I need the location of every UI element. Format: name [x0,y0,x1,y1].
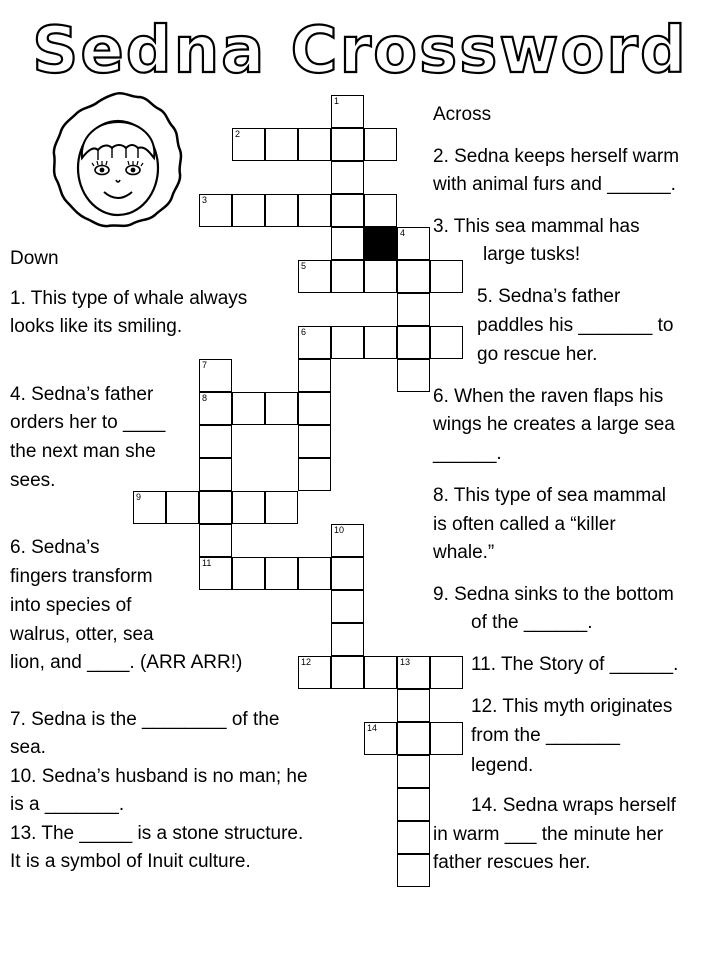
grid-cell[interactable] [397,821,430,854]
grid-cell[interactable] [397,689,430,722]
grid-cell[interactable] [298,557,331,590]
grid-cell[interactable] [199,491,232,524]
clue-across-8-line-1: 8. This type of sea mammal [433,485,667,506]
clue-down-4-line-4: sees. [10,470,56,491]
grid-cell[interactable] [331,95,364,128]
grid-cell[interactable] [397,656,430,689]
grid-cell[interactable] [364,128,397,161]
grid-cell[interactable] [331,326,364,359]
clue-down-13-line-2: It is a symbol of Inuit culture. [10,851,251,872]
grid-cell[interactable] [331,260,364,293]
grid-cell[interactable] [298,392,331,425]
clue-down-1-line-2: looks like its smiling. [10,316,183,337]
clue-down-7-line-2: sea. [10,737,46,758]
cell-number: 14 [367,723,378,733]
clue-across-9-line-2: of the ______. [471,612,593,633]
cell-number: 3 [202,195,208,205]
clue-down-6-line-2: fingers transform [10,566,153,587]
grid-cell[interactable] [199,557,232,590]
grid-cell[interactable] [166,491,199,524]
clue-across-5-line-1: 5. Sedna’s father [477,286,621,307]
grid-cell[interactable] [199,359,232,392]
grid-cell[interactable] [364,656,397,689]
cell-number: 6 [301,327,307,337]
clue-across-11-line-1: 11. The Story of ______. [471,654,679,675]
clue-across-14-line-1: 14. Sedna wraps herself [471,795,676,816]
clue-across-12-line-1: 12. This myth originates [471,696,673,717]
cell-number: 10 [334,525,345,535]
grid-cell[interactable] [232,392,265,425]
clue-down-6-line-3: into species of [10,595,132,616]
grid-cell[interactable] [298,260,331,293]
clue-down-13-line-1: 13. The _____ is a stone structure. [10,823,304,844]
grid-cell[interactable] [265,194,298,227]
grid-cell[interactable] [298,425,331,458]
grid-cell[interactable] [298,359,331,392]
grid-cell[interactable] [199,458,232,491]
grid-cell[interactable] [397,260,430,293]
grid-cell[interactable] [364,722,397,755]
grid-cell[interactable] [298,458,331,491]
clue-across-12-line-2: from the _______ [471,725,620,746]
grid-cell[interactable] [199,392,232,425]
grid-cell[interactable] [199,425,232,458]
clue-across-5-line-3: go rescue her. [477,344,598,365]
cell-number: 12 [301,657,312,667]
clue-across-2-line-2: with animal furs and ______. [433,174,676,195]
cell-number: 13 [400,657,411,667]
clue-across-3-line-2: large tusks! [483,244,581,265]
grid-cell[interactable] [133,491,166,524]
grid-cell[interactable] [199,194,232,227]
clue-down-4-line-1: 4. Sedna’s father [10,384,154,405]
grid-cell[interactable] [364,194,397,227]
cell-number: 7 [202,360,208,370]
cell-number: 9 [136,492,142,502]
clue-across-14-line-2: in warm ___ the minute her [433,824,664,845]
grid-cell[interactable] [265,128,298,161]
cell-number: 1 [334,96,340,106]
grid-cell[interactable] [331,194,364,227]
grid-cell[interactable] [232,194,265,227]
clue-down-6-line-4: walrus, otter, sea [10,624,154,645]
cell-number: 2 [235,129,241,139]
grid-cell[interactable] [232,557,265,590]
across-heading: Across [433,104,492,125]
cell-number: 8 [202,393,208,403]
clue-across-3-line-1: 3. This sea mammal has [433,216,640,237]
grid-cell[interactable] [331,227,364,260]
grid-cell[interactable] [331,161,364,194]
grid-cell[interactable] [430,722,463,755]
grid-cell[interactable] [364,326,397,359]
grid-cell[interactable] [397,722,430,755]
grid-cell[interactable] [331,623,364,656]
clue-down-4-line-2: orders her to ____ [10,412,166,433]
grid-cell[interactable] [397,854,430,887]
grid-cell[interactable] [265,491,298,524]
clue-down-6-line-5: lion, and ____. (ARR ARR!) [10,652,243,673]
clue-across-6-line-3: ______. [433,443,502,464]
grid-cell[interactable] [331,128,364,161]
cell-number: 4 [400,228,406,238]
grid-cell[interactable] [331,590,364,623]
clue-across-6-line-1: 6. When the raven flaps his [433,386,664,407]
grid-cell[interactable] [397,227,430,260]
grid-cell[interactable] [298,326,331,359]
grid-cell[interactable] [232,128,265,161]
clue-across-14-line-3: father rescues her. [433,852,591,873]
grid-cell[interactable] [298,194,331,227]
grid-cell[interactable] [397,755,430,788]
inuit-girl-fur-hood-icon [40,88,190,238]
grid-cell[interactable] [331,524,364,557]
cell-number: 11 [202,558,212,568]
clue-across-6-line-2: wings he creates a large sea [433,414,675,435]
crossword-title [0,0,720,90]
clue-across-8-line-2: is often called a “killer [433,514,616,535]
grid-cell[interactable] [265,392,298,425]
grid-cell[interactable] [232,491,265,524]
grid-cell[interactable] [298,128,331,161]
down-heading: Down [10,248,59,269]
clue-across-2-line-1: 2. Sedna keeps herself warm [433,146,680,167]
clue-down-4-line-3: the next man she [10,441,156,462]
clue-down-6-line-1: 6. Sedna’s [10,537,100,558]
grid-cell[interactable] [397,788,430,821]
clue-down-10-line-2: is a _______. [10,794,125,815]
grid-cell[interactable] [364,260,397,293]
clue-across-12-line-3: legend. [471,755,534,776]
blocked-cell [364,227,397,260]
clue-down-1-line-1: 1. This type of whale always [10,288,248,309]
grid-cell[interactable] [199,524,232,557]
clue-across-5-line-2: paddles his _______ to [477,315,674,336]
grid-cell[interactable] [430,656,463,689]
grid-cell[interactable] [430,260,463,293]
clue-across-8-line-3: whale.” [433,542,495,563]
clue-down-7-line-1: 7. Sedna is the ________ of the [10,709,280,730]
clue-across-9-line-1: 9. Sedna sinks to the bottom [433,584,674,605]
cell-number: 5 [301,261,307,271]
grid-cell[interactable] [397,293,430,326]
grid-cell[interactable] [331,656,364,689]
grid-cell[interactable] [298,656,331,689]
grid-cell[interactable] [331,557,364,590]
grid-cell[interactable] [397,359,430,392]
grid-cell[interactable] [265,557,298,590]
title-text: Sedna Crossword [32,14,688,88]
clue-down-10-line-1: 10. Sedna’s husband is no man; he [10,766,308,787]
grid-cell[interactable] [430,326,463,359]
grid-cell[interactable] [397,326,430,359]
